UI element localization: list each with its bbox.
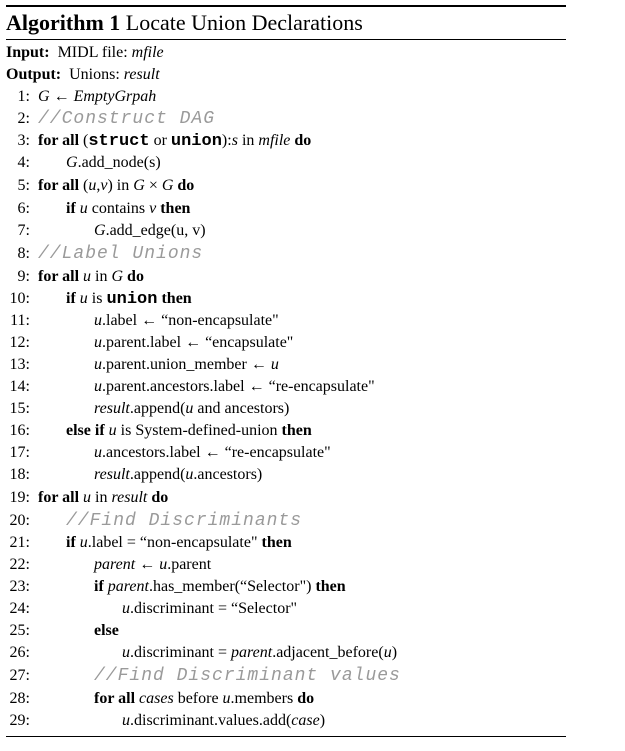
line-number: 9: <box>17 268 30 285</box>
line-number: 7: <box>17 222 30 239</box>
variable: u <box>94 444 102 461</box>
algorithm-line <box>6 220 566 242</box>
algorithm-title <box>6 7 566 39</box>
algorithm-line <box>6 310 566 332</box>
algorithm-line <box>6 198 566 220</box>
code-keyword: union <box>170 132 222 151</box>
code-text: ) <box>391 644 398 661</box>
variable: EmptyGrpah <box>73 88 157 105</box>
algorithm-line <box>6 688 566 710</box>
keyword: for all <box>38 132 80 149</box>
algorithm-line <box>6 242 566 266</box>
line-number: 29: <box>9 712 30 729</box>
algorithm-line <box>6 620 566 642</box>
code-text: .parent.ancestors.label ← “re-encapsulate" <box>102 378 375 395</box>
line-number: 23: <box>9 578 30 595</box>
keyword: for all <box>38 489 80 506</box>
comment: //Label Unions <box>38 244 204 264</box>
algorithm-line <box>6 420 566 442</box>
algorithm-box <box>6 5 566 737</box>
output-text: Unions: <box>69 66 124 83</box>
line-body <box>94 332 293 354</box>
code-text: ) in <box>107 177 134 194</box>
title-rule <box>6 39 566 40</box>
keyword: else <box>94 622 119 639</box>
line-body <box>94 376 375 398</box>
line-number: 18: <box>9 466 30 483</box>
variable: mfile <box>258 132 291 149</box>
variable: G <box>161 177 174 194</box>
line-body <box>94 576 346 598</box>
algorithm-line <box>6 486 566 510</box>
variable: u <box>383 644 392 661</box>
algorithm-line <box>6 464 566 486</box>
variable: u <box>122 600 130 617</box>
variable: parent <box>231 644 273 661</box>
line-body <box>94 554 211 576</box>
line-number: 17: <box>9 444 30 461</box>
line-number: 24: <box>9 600 30 617</box>
keyword: if <box>66 200 76 217</box>
line-number: 19: <box>9 489 30 506</box>
algorithm-line <box>6 266 566 288</box>
code-text: .members <box>230 690 298 707</box>
variable: u <box>94 356 102 373</box>
code-text: .add_node(s) <box>77 154 161 171</box>
line-body <box>38 174 194 198</box>
keyword: do <box>177 177 195 194</box>
line-body <box>66 152 161 174</box>
code-text: in <box>237 132 259 149</box>
keyword: then <box>281 422 312 439</box>
line-body <box>94 688 314 710</box>
code-text: ← <box>135 556 160 573</box>
bottom-rule <box>6 736 566 737</box>
line-body <box>38 86 156 108</box>
line-number: 6: <box>17 200 30 217</box>
variable: u <box>88 177 97 194</box>
algorithm-line <box>6 152 566 174</box>
algorithm-line <box>6 332 566 354</box>
code-text: .has_member(“Selector") <box>148 578 316 595</box>
output-var: result <box>123 66 160 83</box>
variable: G <box>94 222 106 239</box>
line-number: 12: <box>9 334 30 351</box>
code-text: .ancestors.label ← “re-encapsulate" <box>102 444 331 461</box>
variable: u <box>222 690 231 707</box>
keyword: if <box>94 578 104 595</box>
algorithm-line <box>6 86 566 108</box>
code-text: .add_edge(u, v) <box>105 222 206 239</box>
keyword: do <box>127 268 144 285</box>
line-number: 20: <box>9 512 30 529</box>
output-label: Output: <box>6 66 62 83</box>
keyword: then <box>261 534 292 551</box>
variable: u <box>94 378 102 395</box>
algorithm-line <box>6 174 566 198</box>
input-var: mfile <box>131 44 164 61</box>
variable: result <box>94 400 130 417</box>
variable: u <box>270 356 279 373</box>
variable: u <box>79 534 88 551</box>
line-number: 1: <box>17 88 30 105</box>
keyword: else if <box>66 422 105 439</box>
line-body <box>38 266 144 288</box>
comment: //Find Discriminants <box>66 511 303 531</box>
code-text: in <box>91 268 112 285</box>
line-number: 13: <box>9 356 30 373</box>
line-body <box>94 310 279 332</box>
variable: parent <box>107 578 149 595</box>
keyword: for all <box>94 690 136 707</box>
keyword: for all <box>38 268 80 285</box>
variable: u <box>94 334 102 351</box>
comment: //Construct DAG <box>38 109 216 129</box>
code-text: × <box>144 177 162 194</box>
variable: result <box>111 489 148 506</box>
code-text: .parent <box>167 556 212 573</box>
code-text: ) <box>319 712 326 729</box>
line-body <box>38 242 203 266</box>
code-text: .label ← “non-encapsulate" <box>102 312 279 329</box>
line-number: 5: <box>17 177 30 194</box>
variable: G <box>133 177 145 194</box>
keyword: do <box>294 132 312 149</box>
variable: cases <box>139 690 174 707</box>
line-body <box>38 130 311 153</box>
line-number: 3: <box>17 132 30 149</box>
algorithm-name: Locate Union Declarations <box>125 10 363 35</box>
keyword: for all <box>38 177 80 194</box>
code-text: .discriminant = <box>130 644 232 661</box>
line-number: 26: <box>9 644 30 661</box>
variable: u <box>83 268 92 285</box>
line-number: 22: <box>9 556 30 573</box>
code-text: .append( <box>129 466 186 483</box>
algorithm-line <box>6 598 566 620</box>
variable: u <box>122 644 130 661</box>
line-body <box>38 108 215 130</box>
algorithm-line <box>6 130 566 152</box>
line-body <box>66 288 192 311</box>
code-text: , <box>96 177 101 194</box>
variable: u <box>159 556 168 573</box>
input-label: Input: <box>6 44 50 61</box>
algorithm-line <box>6 376 566 398</box>
line-body <box>94 354 279 376</box>
line-body <box>122 642 397 664</box>
algorithm-line <box>6 710 566 732</box>
keyword: then <box>160 200 191 217</box>
code-text: and ancestors) <box>193 400 290 417</box>
algorithm-line <box>6 354 566 376</box>
code-text: .ancestors) <box>193 466 263 483</box>
line-number: 25: <box>9 622 30 639</box>
code-text: .append( <box>129 400 186 417</box>
line-body <box>122 598 297 620</box>
algorithm-line <box>6 664 566 688</box>
algorithm-label: Algorithm 1 <box>6 10 121 35</box>
line-number: 28: <box>9 690 30 707</box>
code-text: is System-defined-union <box>116 422 282 439</box>
algorithm-line <box>6 510 566 532</box>
line-number: 15: <box>9 400 30 417</box>
line-number: 27: <box>9 667 30 684</box>
line-body <box>94 620 119 642</box>
algorithm-line <box>6 576 566 598</box>
variable: u <box>185 466 194 483</box>
keyword: do <box>151 489 169 506</box>
algorithm-line <box>6 554 566 576</box>
line-body <box>66 420 312 442</box>
keyword: then <box>315 578 346 595</box>
code-text: or <box>149 132 171 149</box>
line-body <box>66 510 302 532</box>
code-text: .parent.label ← “encapsulate" <box>102 334 294 351</box>
line-number: 11: <box>10 312 30 329</box>
line-number: 4: <box>17 154 30 171</box>
line-number: 8: <box>17 245 30 262</box>
algorithm-line <box>6 108 566 130</box>
code-text: before <box>173 690 223 707</box>
code-text: contains <box>87 200 150 217</box>
line-body <box>94 398 289 420</box>
variable: s <box>231 132 238 149</box>
variable: u <box>94 312 102 329</box>
code-text: ( <box>79 177 89 194</box>
variable: case <box>291 712 320 729</box>
code-keyword: union <box>106 290 158 309</box>
algorithm-line <box>6 398 566 420</box>
variable: G <box>38 88 50 105</box>
keyword: do <box>297 690 315 707</box>
comment: //Find Discriminant values <box>94 666 401 686</box>
line-body <box>94 664 401 688</box>
line-body <box>94 220 206 242</box>
keyword: if <box>66 290 76 307</box>
input-line <box>6 42 566 64</box>
output-line <box>6 64 566 86</box>
code-text: .discriminant = “Selector" <box>130 600 298 617</box>
line-body <box>94 442 331 464</box>
algorithm-line <box>6 442 566 464</box>
variable: u <box>79 200 88 217</box>
line-body <box>38 486 168 510</box>
variable: u <box>83 489 92 506</box>
variable: result <box>94 466 130 483</box>
code-text: ← <box>49 88 74 105</box>
algorithm-line <box>6 288 566 310</box>
line-body <box>66 198 190 220</box>
code-text: is <box>87 290 107 307</box>
line-number: 2: <box>17 110 30 127</box>
line-body <box>66 532 292 554</box>
code-text: .label = “non-encapsulate" <box>87 534 262 551</box>
line-body <box>94 464 262 486</box>
code-text: in <box>91 489 112 506</box>
algorithm-line <box>6 642 566 664</box>
variable: G <box>111 268 124 285</box>
line-number: 10: <box>9 290 30 307</box>
line-number: 16: <box>9 422 30 439</box>
variable: u <box>185 400 194 417</box>
code-keyword: struct <box>88 132 150 151</box>
algorithm-lines <box>6 86 566 732</box>
variable: v <box>100 177 108 194</box>
line-number: 14: <box>9 378 30 395</box>
algorithm-line <box>6 532 566 554</box>
variable: u <box>122 712 130 729</box>
code-text: .parent.union_member ← <box>102 356 271 373</box>
code-text: ): <box>221 132 232 149</box>
variable: G <box>66 154 78 171</box>
variable: parent <box>94 556 136 573</box>
code-text: .adjacent_before( <box>272 644 384 661</box>
variable: u <box>79 290 88 307</box>
line-body <box>122 710 325 732</box>
variable: u <box>108 422 117 439</box>
code-text: .discriminant.values.add( <box>130 712 292 729</box>
code-text: ( <box>79 132 89 149</box>
input-text: MIDL file: <box>57 44 132 61</box>
keyword: if <box>66 534 76 551</box>
variable: v <box>149 200 157 217</box>
keyword: then <box>161 290 192 307</box>
line-number: 21: <box>9 534 30 551</box>
